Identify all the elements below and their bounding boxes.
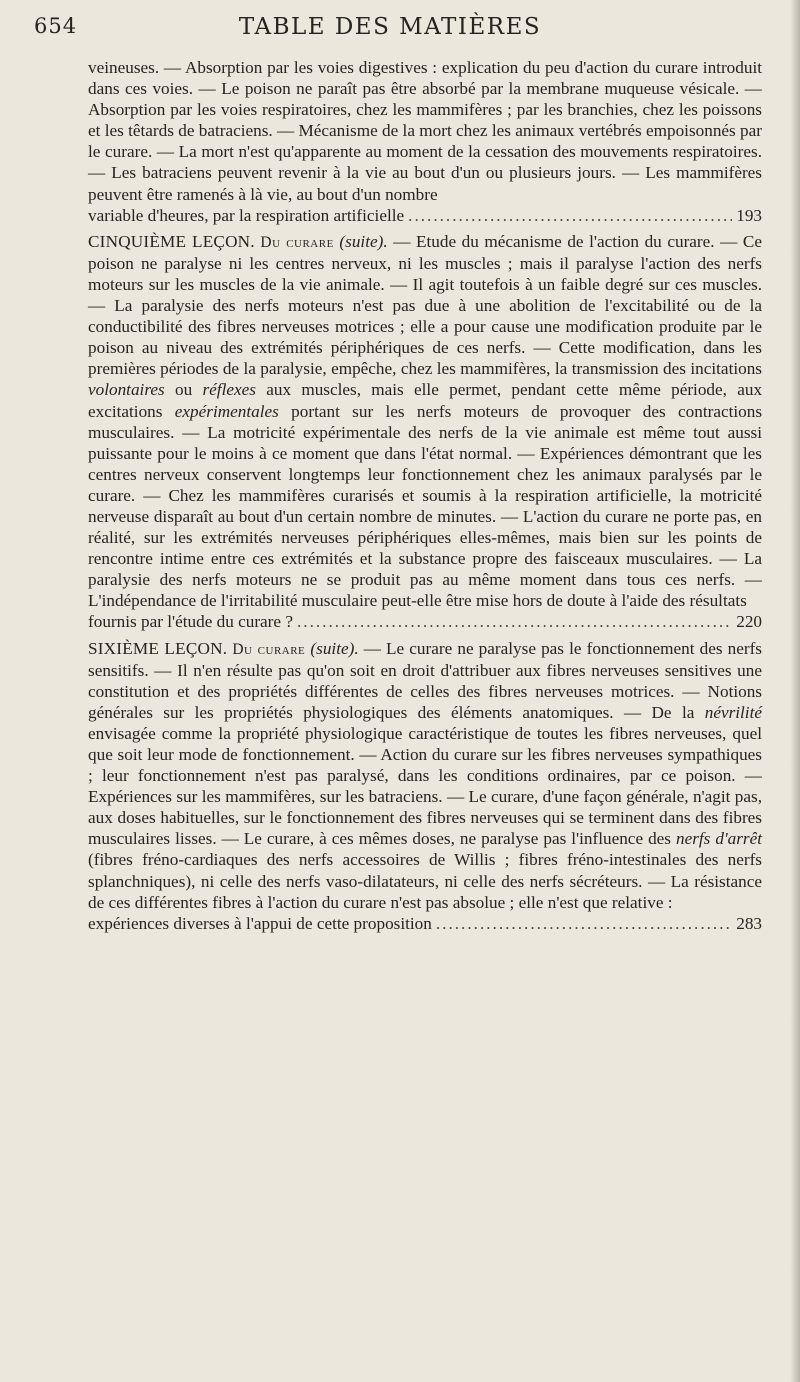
- dot-leader: [408, 205, 732, 226]
- entry-last-line: expériences diverses à l'appui de cette proposition: [88, 913, 432, 933]
- page-edge-shadow: [790, 0, 800, 1382]
- running-title: TABLE DES MATIÈRES: [238, 14, 542, 40]
- entry-text: — Le curare ne paralyse pas le fonctionnement des nerfs sensitifs. — Il n'en résulte pas qu'on soit en droit d'attribuer aux fibres nerveuses sensitives une constitution et des propriétés différentes de celles des fibres nerveuses motrices. — Notions générales sur les propriétés physiologiques des éléments anatomiques. — De la: [88, 638, 762, 722]
- lesson-suite: (suite).: [310, 638, 359, 658]
- dot-leader: [297, 611, 732, 632]
- entry-last-line: variable d'heures, par la respiration artificielle: [88, 205, 405, 225]
- entry-text: envisagée comme la propriété physiologique caractéristique de toutes les fibres nerveuses, quel que soit leur mode de fonctionnement. — Action du curare sur les fibres nerveuses sympathiques ; leur fonctionnement n'est pas paralysé, dans les conditions ordinaires, par ce poison. — Expériences sur les mammifères, sur les batraciens. — Le curare, d'une façon générale, n'agit pas, aux doses habituelles, sur le fonctionnement des fibres nerveuses qui se terminent dans des fibres musculaires lisses. — Le curare, à ces mêmes doses, ne paralyse pas l'influence des: [88, 723, 762, 849]
- entry-text: veineuses. — Absorption par les voies digestives : explication du peu d'action du curare introduit dans ces voies. — Le poison ne paraît pas être absorbé par la membrane muqueuse vésicale. — Absorption par les voies respiratoires, chez les mammifères ; par les branchies, chez les poissons et les têtards de batraciens. — Mécanisme de la mort chez les animaux vertébrés empoisonnés par le curare. — La mort n'est qu'apparente au moment de la cessation des mouvements respiratoires. — Les batraciens peuvent revenir à la vie au bout d'un ou plusieurs jours. — Les mammifères peuvent être ramenés à là vie, au bout d'un nombre: [88, 58, 762, 204]
- entry-italic-term: nerfs d'arrêt: [675, 829, 762, 849]
- dot-leader: [436, 913, 732, 934]
- entry-italic-term: volontaires: [88, 380, 165, 400]
- page-number: 654: [34, 14, 78, 38]
- lesson-heading: CINQUIÈME LEÇON.: [88, 231, 255, 251]
- toc-entry-continued: [88, 57, 762, 226]
- entry-italic-term: expérimentales: [174, 401, 279, 421]
- entry-ref-line: [88, 205, 762, 226]
- entry-italic-term: névrilité: [704, 702, 762, 722]
- entry-last-line: fournis par l'étude du curare ?: [88, 612, 293, 632]
- toc-entry-lesson-5: [88, 231, 762, 633]
- entry-ref-line: [88, 913, 762, 934]
- page-reference[interactable]: 283: [736, 913, 762, 933]
- entry-italic-term: réflexes: [202, 380, 256, 400]
- entry-text: aux muscles, mais elle permet, pendant cette même période, aux excitations: [88, 380, 763, 421]
- entry-ref-line: [88, 611, 762, 632]
- page-header: [0, 14, 780, 54]
- entry-text: (fibres fréno-cardiaques des nerfs accessoires de Willis ; fibres fréno-intestinales des nerfs splanchniques), ni celle des nerfs vaso-dilatateurs, ni celle des nerfs sécréteurs. — La résistance de ces différentes fibres à l'action du curare n'est pas absolue ; elle n'est que relative :: [88, 850, 762, 912]
- toc-entry-lesson-6: [88, 638, 762, 934]
- entry-text: — Etude du mécanisme de l'action du curare. — Ce poison ne paralyse ni les centres nerveux, ni les muscles ; mais il paralyse l'action des nerfs moteurs sur les muscles de la vie animale. — Il agit toutefois à un faible degré sur ces muscles. — La paralysie des nerfs moteurs n'est pas due à une abolition de l'excitabilité ou de la conductibilité des fibres nerveuses motrices ; elle a pour cause une modification produite par le poison au niveau des extrémités périphériques de ces nerfs. — Cette modification, dans les premières périodes de la paralysie, empêche, chez les mammifères, la transmission des incitations: [88, 231, 763, 379]
- lesson-subject: Du curare: [232, 640, 306, 658]
- lesson-subject: Du curare: [260, 233, 334, 251]
- lesson-suite: (suite).: [339, 231, 388, 251]
- table-of-contents-body: [88, 57, 762, 939]
- page-reference[interactable]: 193: [736, 205, 762, 225]
- page-reference[interactable]: 220: [736, 612, 762, 632]
- entry-text: portant sur les nerfs moteurs de provoquer des contractions musculaires. — La motricité expérimentale des nerfs de la vie animale est même tout aussi puissante pour le moins à ce moment que dans l'état normal. — Expériences démontrant que les centres nerveux conservent longtemps leur fonctionnement chez les animaux paralysés par le curare. — Chez les mammifères curarisés et soumis à la respiration artificielle, la motricité nerveuse disparaît au bout d'un certain nombre de minutes. — L'action du curare ne porte pas, en réalité, sur les extrémités nerveuses périphériques elles-mêmes, mais bien sur les points de rencontre intime entre ces extrémités et la substance propre des faisceaux musculaires. — La paralysie des nerfs moteurs ne se produit pas au même moment dans tous ces nerfs. — L'indépendance de l'irritabilité musculaire peut-elle être mise hors de doute à l'aide des résultats: [88, 401, 763, 611]
- lesson-heading: SIXIÈME LEÇON.: [88, 638, 228, 658]
- entry-text: ou: [175, 380, 193, 400]
